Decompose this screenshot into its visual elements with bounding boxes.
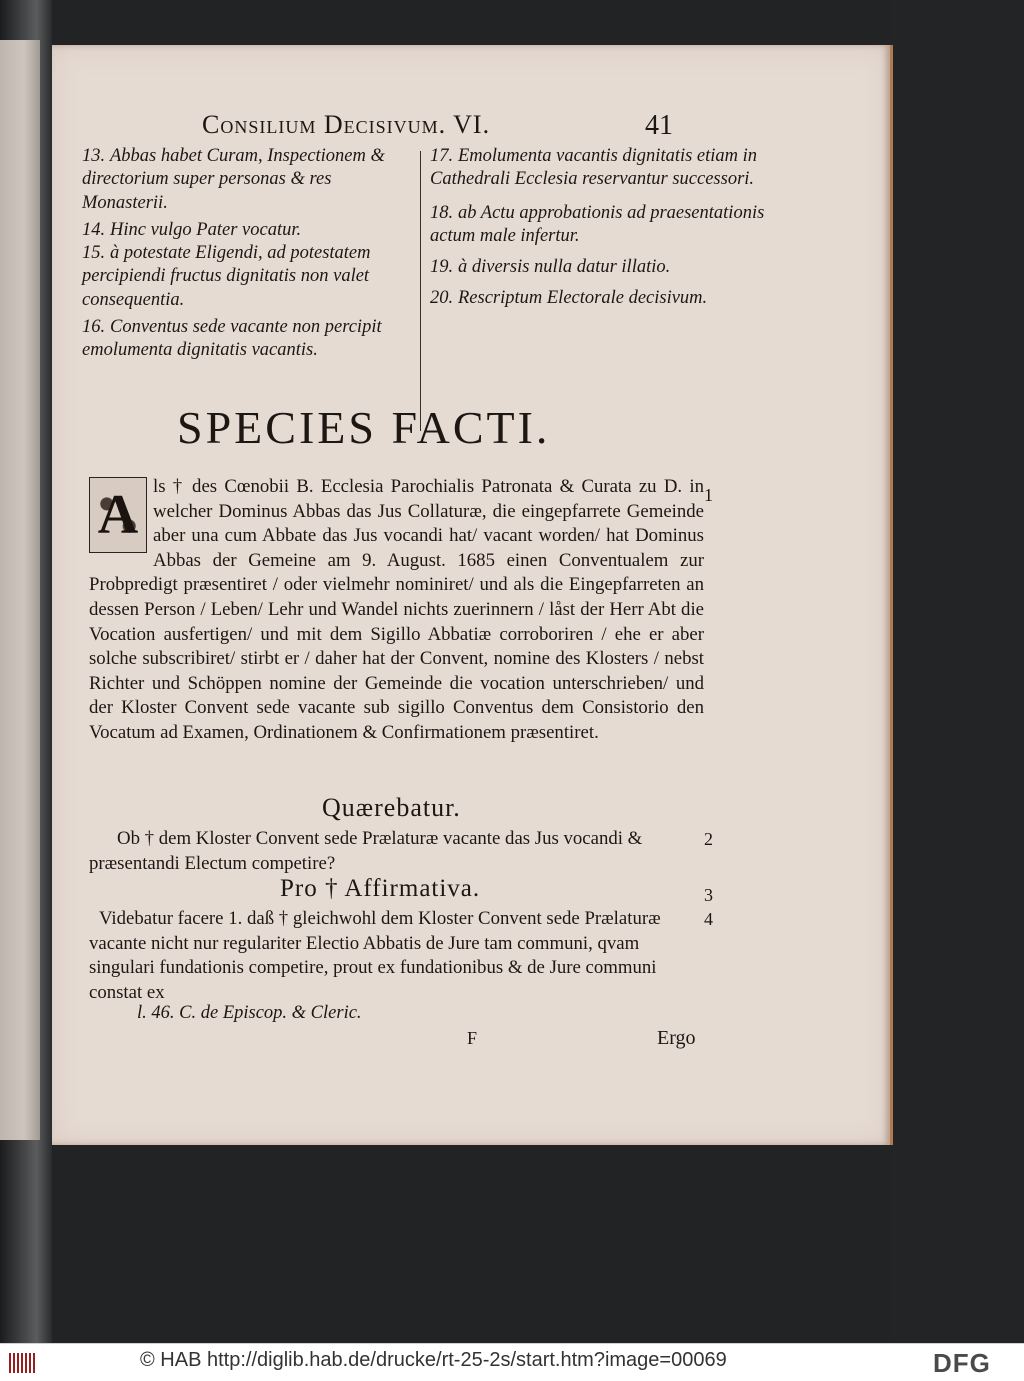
paragraph-text: ls † des Cœnobii B. Ecclesia Parochialis Patronata & Curata zu D. in welcher Dominus Abbas das Jus Collaturæ, die eingepfarrete Gemeinde aber una cum Abbate das Jus vocandi hat/ vacant worden/ hat Dominus Abbas der Gemeine am 9. August. 1685 einen Conventualem zur Probpredigt præsentiret / oder vielmehr nominiret/ und als die Eingepfarreten an dessen Person / Leben/ Lehr und Wandel nichts zuerinnern / låst der Herr Abt die Vocation ausfertigen/ und mit dem Sigillo Abbatiæ corroboriren / ehe er aber solche subscribiret/ stirbt er / daher hat der Convent, nomine des Klosters / nebst Richter und Schöppen nomine der Gemeinde die vocation unterschrieben/ und der Kloster Convent sede vacante sub sigillo Conventus dem Consistorio den Vocatum ad Examen, Ordinationem & Confirmationem præsentiret.	[89, 476, 704, 743]
signature-mark: F	[467, 1028, 478, 1048]
summary-entry: 17. Emolumenta vacantis dignitatis etiam in Cathedrali Ecclesia reservantur successori.	[430, 146, 758, 190]
summary-left-column	[82, 145, 420, 363]
summary-entry: 16. Conventus sede vacante non percipit emolumenta dignitatis vacantis.	[82, 317, 382, 361]
running-head: Consilium Decisivum. VI.	[202, 110, 491, 139]
catchword: Ergo	[657, 1027, 696, 1049]
margin-number: 3	[704, 885, 713, 905]
footer-bar	[0, 1343, 1024, 1381]
summary-entry: 15. à potestate Eligendi, ad potestatem percipiendi fructus dignitatis non valet consequentia.	[82, 243, 371, 310]
hab-logo-icon	[8, 1351, 36, 1375]
margin-number: 2	[704, 829, 713, 849]
summary-entry: 18. ab Actu approbationis ad praesentationis actum male infertur.	[430, 202, 765, 246]
summary-entry: 19. à diversis nulla datur illatio.	[430, 257, 671, 278]
footer-credit-link[interactable]: © HAB http://diglib.hab.de/drucke/rt-25-2s/start.htm?image=00069	[140, 1349, 727, 1371]
decorated-initial: A	[89, 477, 147, 553]
scan-background	[890, 0, 1024, 1343]
question-heading: Quærebatur.	[322, 793, 461, 822]
summary-entry: 20. Rescriptum Electorale decisivum.	[430, 288, 708, 309]
dfg-logo: DFG	[933, 1348, 991, 1378]
margin-number: 4	[704, 909, 713, 929]
question-text: Ob † dem Kloster Convent sede Prælaturæ vacante das Jus vocandi & præsentandi Electum competire?	[89, 828, 643, 874]
argument-text: Videbatur facere 1. daß † gleichwohl dem Kloster Convent sede Prælaturæ vacante nicht nur regulariter Electio Abbatis de Jure tam communi, qvam singulari fundationis competire, prout ex fundationibus & de Jure communi constat ex	[89, 908, 661, 1003]
citation: l. 46. C. de Episcop. & Cleric.	[137, 1003, 362, 1023]
main-paragraph	[89, 475, 704, 746]
section-title: SPECIES FACTI.	[177, 402, 551, 453]
summary-entry: 13. Abbas habet Curam, Inspectionem & directorium super personas & res Monasterii.	[82, 146, 385, 213]
margin-number: 1	[704, 485, 713, 505]
page-number: 41	[645, 110, 673, 141]
summary-right-column	[430, 145, 780, 311]
summary-entry: 14. Hinc vulgo Pater vocatur.	[82, 219, 302, 240]
argument-heading: Pro † Affirmativa.	[280, 875, 481, 902]
adjacent-page-edge	[0, 40, 40, 1140]
column-divider	[420, 151, 421, 431]
book-page	[52, 45, 893, 1145]
